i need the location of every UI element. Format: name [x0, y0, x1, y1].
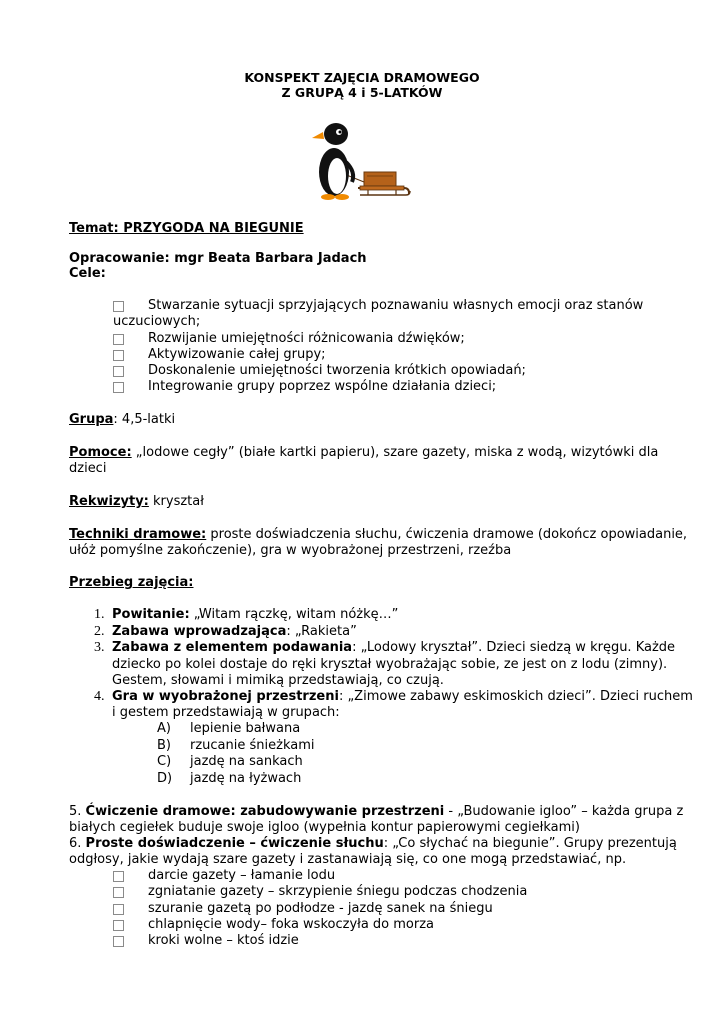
sub-item-letter: D) — [157, 771, 173, 786]
checkbox-icon — [113, 366, 124, 377]
group-label: Grupa — [69, 412, 114, 427]
title-line-2: Z GRUPĄ 4 i 5-LATKÓW — [281, 85, 443, 100]
step-number: 2. — [94, 624, 105, 639]
step-continuation: Gestem, słowami i mimiką przedstawiają, co czują. — [112, 673, 444, 688]
group-value: : 4,5-latki — [113, 412, 176, 427]
props-label: Rekwizyty: — [69, 494, 149, 509]
sub-item: jazdę na sankach — [190, 754, 303, 769]
checkbox-icon — [113, 871, 124, 882]
sub-item-letter: C) — [157, 754, 172, 769]
author-line: Opracowanie: mgr Beata Barbara Jadach — [69, 251, 367, 266]
step-bold: Powitanie: — [112, 607, 190, 622]
sub-item: rzucanie śnieżkami — [190, 738, 315, 753]
step-item — [112, 607, 398, 623]
step-5 — [69, 804, 683, 820]
step-text: : „Co słychać na biegunie”. Grupy prezentują — [383, 836, 677, 851]
step-text: „Witam rączkę, witam nóżkę…” — [189, 607, 399, 622]
goal-item-continuation: uczuciowych; — [113, 314, 201, 329]
aids-line — [69, 445, 658, 461]
step-text: - „Budowanie igloo” – każda grupa z — [444, 804, 684, 819]
topic-heading: Temat: PRZYGODA NA BIEGUNIE — [69, 221, 304, 236]
checkbox-icon — [113, 334, 124, 345]
goal-item: Rozwijanie umiejętności różnicowania dźwięków; — [148, 331, 465, 346]
step-item — [112, 689, 693, 705]
step-number: 3. — [94, 640, 105, 655]
step-number: 5. — [69, 804, 86, 819]
sound-item: chlapnięcie wody– foka wskoczyła do morza — [148, 917, 435, 932]
sound-item: kroki wolne – ktoś idzie — [148, 933, 299, 948]
goal-item: Doskonalenie umiejętności tworzenia krótkich opowiadań; — [148, 363, 526, 378]
step-number: 1. — [94, 607, 105, 622]
goal-item: Integrowanie grupy poprzez wspólne działania dzieci; — [148, 379, 497, 394]
sound-item: szuranie gazetą po podłodze - jazdę sanek na śniegu — [148, 901, 493, 916]
checkbox-icon — [113, 904, 124, 915]
step-text: : „Lodowy kryształ”. Dzieci siedzą w kręgu. Każde — [352, 640, 676, 655]
step-bold: Zabawa wprowadzająca — [112, 624, 287, 639]
step-6-continuation: odgłosy, jakie wydają szare gazety i zastanawiają się, co one mogą przedstawiać, np. — [69, 852, 627, 867]
goal-item: Aktywizowanie całej grupy; — [148, 347, 326, 362]
sub-item: lepienie bałwana — [190, 721, 301, 736]
step-bold: Proste doświadczenie – ćwiczenie słuchu — [85, 836, 384, 851]
aids-label: Pomoce: — [69, 445, 132, 460]
checkbox-icon — [113, 350, 124, 361]
step-bold: Gra w wyobrażonej przestrzeni — [112, 689, 339, 704]
props-line — [69, 494, 204, 510]
course-heading: Przebieg zajęcia: — [69, 575, 194, 590]
sub-item: jazdę na łyżwach — [190, 771, 302, 786]
checkbox-icon — [113, 936, 124, 947]
group-line — [69, 412, 175, 428]
step-continuation: dziecko po kolei dostaje do ręki kryształ wyobrażając sobie, ze jest on z lodu (zimny). — [112, 657, 668, 672]
penguin-with-sled-illustration — [312, 120, 414, 202]
checkbox-icon — [113, 920, 124, 931]
step-text: : „Rakieta” — [286, 624, 357, 639]
step-6 — [69, 836, 677, 852]
sub-item-letter: B) — [157, 738, 171, 753]
step-item — [112, 624, 357, 640]
step-item — [112, 640, 675, 656]
step-continuation: i gestem przedstawiają w grupach: — [112, 705, 340, 720]
techniques-line — [69, 527, 687, 543]
checkbox-icon — [113, 887, 124, 898]
techniques-text: proste doświadczenia słuchu, ćwiczenia dramowe (dokończ opowiadanie, — [206, 527, 688, 542]
step-number: 6. — [69, 836, 86, 851]
step-number: 4. — [94, 689, 105, 704]
techniques-label: Techniki dramowe: — [69, 527, 207, 542]
step-text: : „Zimowe zabawy eskimoskich dzieci”. Dzieci ruchem — [338, 689, 693, 704]
step-5-continuation: białych cegiełek buduje swoje igloo (wypełnia kontur papierowymi cegiełkami) — [69, 820, 580, 835]
step-bold: Zabawa z elementem podawania — [112, 640, 353, 655]
props-value: kryształ — [148, 494, 204, 509]
techniques-continuation: ułóż pomyślne zakończenie), gra w wyobrażonej przestrzeni, rzeźba — [69, 543, 512, 558]
goal-item: Stwarzanie sytuacji sprzyjających poznawaniu własnych emocji oraz stanów — [148, 298, 644, 313]
aids-continuation: dzieci — [69, 461, 107, 476]
checkbox-icon — [113, 382, 124, 393]
aids-text: „lodowe cegły” (białe kartki papieru), szare gazety, miska z wodą, wizytówki dla — [131, 445, 659, 460]
sub-item-letter: A) — [157, 721, 171, 736]
goals-heading: Cele: — [69, 266, 106, 281]
step-bold: Ćwiczenie dramowe: zabudowywanie przestrzeni — [85, 804, 445, 819]
checkbox-icon — [113, 301, 124, 312]
sound-item: zgniatanie gazety – skrzypienie śniegu podczas chodzenia — [148, 884, 528, 899]
title-line-1: KONSPEKT ZAJĘCIA DRAMOWEGO — [244, 70, 480, 85]
sound-item: darcie gazety – łamanie lodu — [148, 868, 336, 883]
